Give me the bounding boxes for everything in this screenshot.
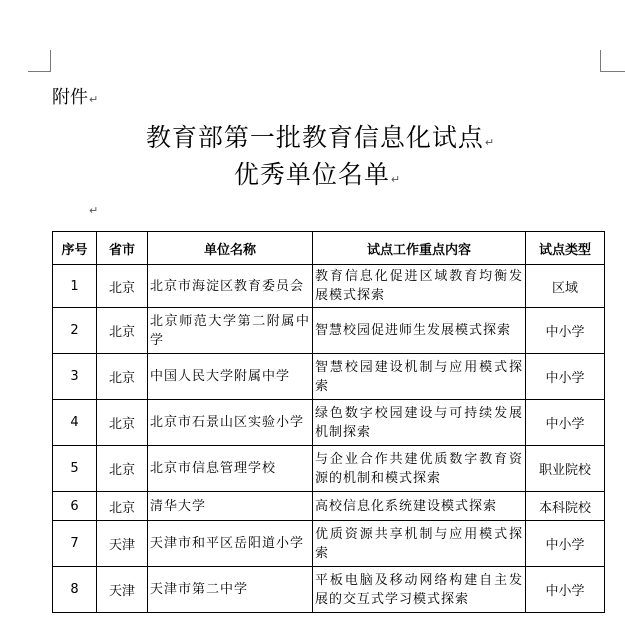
cell-unit-name: 北京市信息管理学校: [148, 446, 313, 492]
header-type: 试点类型: [526, 232, 605, 265]
cell-focus: 绿色数字校园建设与可持续发展机制探索: [313, 400, 526, 446]
cell-type: 中小学: [526, 308, 605, 354]
cell-no: 7: [53, 521, 97, 567]
table-row: [53, 567, 605, 613]
cell-no: 2: [53, 308, 97, 354]
cell-type: 中小学: [526, 521, 605, 567]
cell-no: 6: [53, 492, 97, 521]
cell-focus: 优质资源共享机制与应用模式探索: [313, 521, 526, 567]
cell-focus: 与企业合作共建优质数字教育资源的机制和模式探索: [313, 446, 526, 492]
cell-unit-name: 中国人民大学附属中学: [148, 354, 313, 400]
header-focus: 试点工作重点内容: [313, 232, 526, 265]
cell-province: 北京: [97, 265, 148, 308]
paragraph-mark: ↵: [484, 136, 496, 149]
cell-focus: 平板电脑及移动网络构建自主发展的交互式学习模式探索: [313, 567, 526, 613]
page-corner-mark-top-right: [600, 71, 625, 72]
header-unit-name: 单位名称: [148, 232, 313, 265]
cell-focus: 教育信息化促进区域教育均衡发展模式探索: [313, 265, 526, 308]
paragraph-mark: ↵: [89, 204, 99, 217]
cell-focus: 智慧校园建设机制与应用模式探索: [313, 354, 526, 400]
paragraph-mark: ↵: [390, 173, 402, 186]
table-row: [53, 492, 605, 521]
cell-province: 北京: [97, 354, 148, 400]
cell-unit-name: 北京师范大学第二附属中学: [148, 308, 313, 354]
cell-unit-name: 清华大学: [148, 492, 313, 521]
paragraph-mark: ↵: [89, 93, 99, 106]
table-row: [53, 265, 605, 308]
table-row: [53, 446, 605, 492]
page-corner-mark-top-left-vertical: [50, 50, 51, 72]
header-province: 省市: [97, 232, 148, 265]
cell-type: 中小学: [526, 567, 605, 613]
cell-province: 北京: [97, 492, 148, 521]
cell-province: 天津: [97, 521, 148, 567]
cell-province: 北京: [97, 446, 148, 492]
table-row: [53, 354, 605, 400]
table-row: [53, 400, 605, 446]
cell-unit-name: 天津市和平区岳阳道小学: [148, 521, 313, 567]
header-no: 序号: [53, 232, 97, 265]
table-header-row: [53, 232, 605, 265]
cell-unit-name: 北京市海淀区教育委员会: [148, 265, 313, 308]
cell-unit-name: 北京市石景山区实验小学: [148, 400, 313, 446]
cell-type: 本科院校: [526, 492, 605, 521]
cell-type: 中小学: [526, 354, 605, 400]
cell-no: 8: [53, 567, 97, 613]
table-row: [53, 308, 605, 354]
cell-type: 职业院校: [526, 446, 605, 492]
document-title-line-2: 优秀单位名单↵: [233, 160, 402, 189]
cell-province: 北京: [97, 308, 148, 354]
page-corner-mark-top-right-vertical: [600, 50, 601, 72]
cell-unit-name: 天津市第二中学: [148, 567, 313, 613]
cell-type: 中小学: [526, 400, 605, 446]
cell-no: 3: [53, 354, 97, 400]
cell-focus: 智慧校园促进师生发展模式探索: [313, 308, 526, 354]
cell-no: 5: [53, 446, 97, 492]
units-table: [52, 231, 605, 613]
table-row: [53, 521, 605, 567]
document-title-line-1: 教育部第一批教育信息化试点↵: [145, 123, 496, 152]
cell-type: 区域: [526, 265, 605, 308]
cell-focus: 高校信息化系统建设模式探索: [313, 492, 526, 521]
cell-no: 4: [53, 400, 97, 446]
cell-province: 北京: [97, 400, 148, 446]
page-corner-mark-top-left: [28, 71, 50, 72]
cell-no: 1: [53, 265, 97, 308]
cell-province: 天津: [97, 567, 148, 613]
attachment-label: 附件↵: [52, 87, 99, 108]
